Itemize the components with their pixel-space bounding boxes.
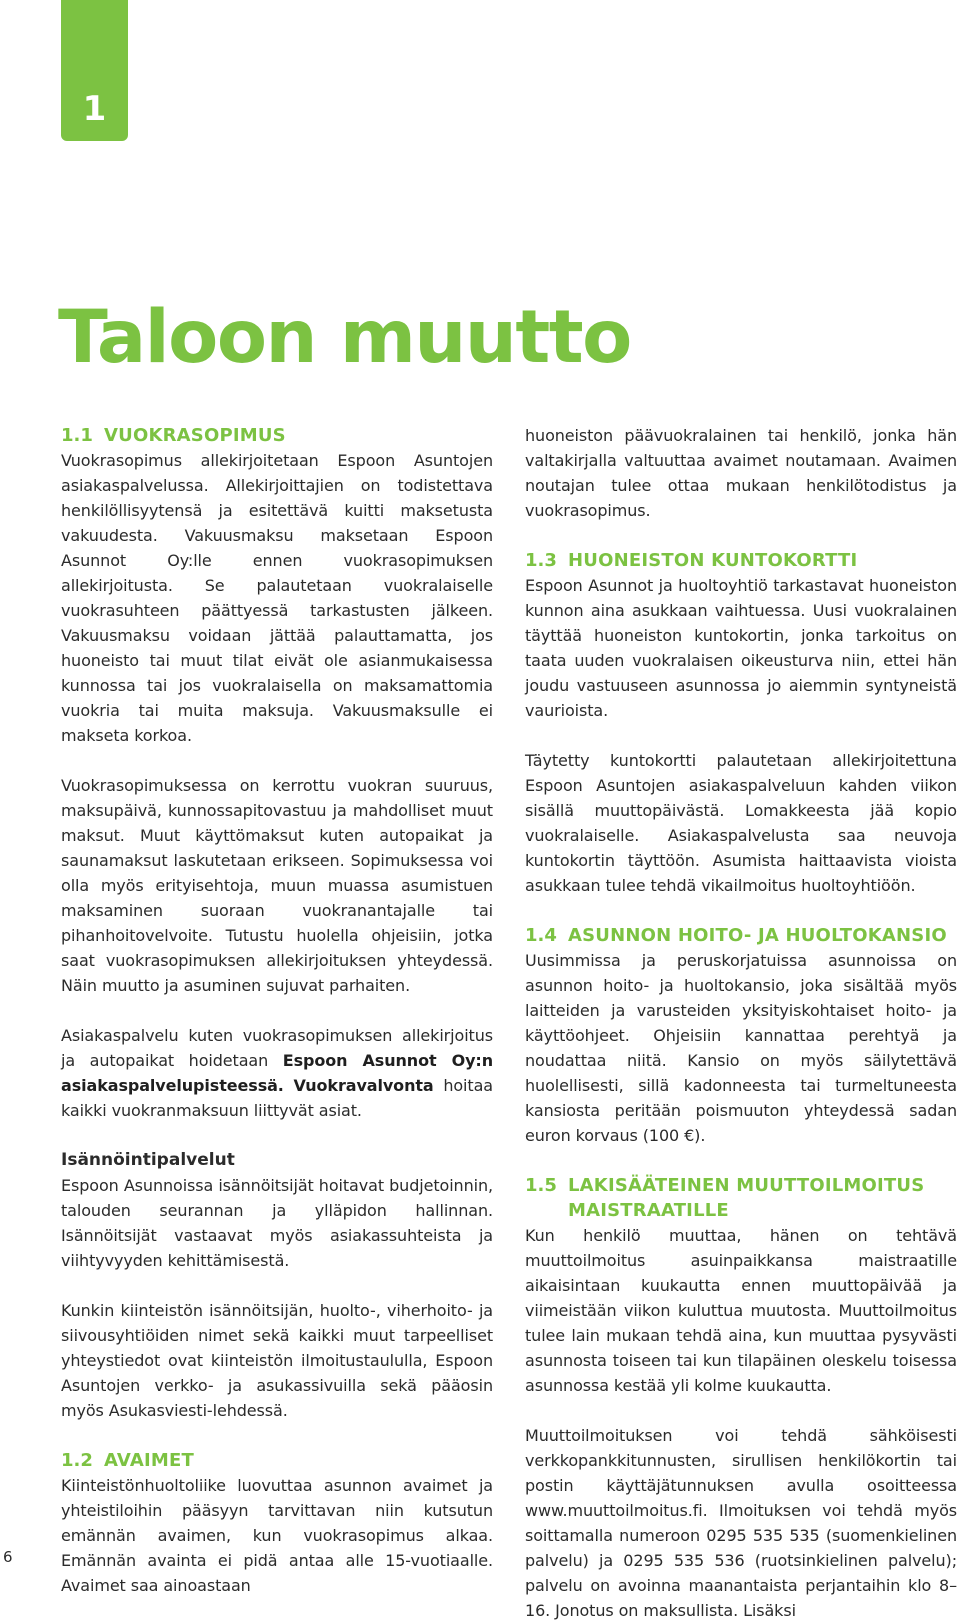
section-number: 1.5 [525, 1175, 557, 1196]
section-title: VUOKRASOPIMUS [104, 425, 286, 446]
paragraph: huoneiston päävuokralainen tai henkilö, jonka hän valtakirjalla valtuuttaa avaimet noutamaan. Avaimen noutajan tulee ottaa mukaan henkilötodistus ja vuokrasopimus. [525, 426, 957, 520]
section-heading-1-3 [525, 548, 957, 573]
text-run [284, 1076, 294, 1095]
paragraph: Kunkin kiinteistön isännöitsijän, huolto-, viherhoito- ja siivousyhtiöiden nimet sekä kaikki muut tarpeelliset yhteystiedot ovat kiinteistön ilmoitustaululla, Espoon Asuntojen verkko- ja asukassivuilla sekä pääosin myös Asukasviesti-lehdessä. [61, 1301, 493, 1420]
section-title: ASUNNON HOITO- JA HUOLTOKANSIO [568, 925, 947, 946]
paragraph: Kun henkilö muuttaa, hänen on tehtävä muuttoilmoitus asuinpaikkansa maistraatille aikaisintaan kuukautta ennen muuttopäivää ja viimeistään viikon kuluttua muutosta. Muuttoilmoitus tulee lain mukaan tehdä aina, kun muuttaa pysyvästi asunnosta toiseen tai kun tilapäinen oleskelu toisessa asunnossa kestää yli kolme kuukautta. [525, 1226, 957, 1395]
section-title: AVAIMET [104, 1450, 194, 1471]
text-run: hoitaa kaikki vuokranmaksuun liittyvät asiat. [61, 1076, 493, 1120]
section-title: LAKISÄÄTEINEN MUUTTOILMOITUS MAISTRAATILLE [568, 1175, 925, 1221]
right-column [525, 423, 957, 1623]
paragraph: Vuokrasopimuksessa on kerrottu vuokran suuruus, maksupäivä, kunnossapitovastuu ja mahdolliset muut maksut. Muut käyttömaksut kuten autopaikat ja saunamaksut laskutetaan erikseen. Sopimuksessa voi olla myös erityisehtoja, muun muassa asumistuen maksaminen suoraan vuokranantajalle tai pihanhoitovelvoite. Tutustu huolella ohjeisiin, jotka saat vuokrasopimuksen allekirjoituksen yhteydessä. Näin muutto ja asuminen sujuvat parhaiten. [61, 776, 493, 995]
chapter-tab [61, 0, 128, 141]
paragraph-customer-service [61, 1023, 493, 1123]
section-title: HUONEISTON KUNTOKORTTI [568, 550, 858, 571]
page-number: 6 [3, 1548, 13, 1566]
section-heading-1-1 [61, 423, 493, 448]
section-number: 1.1 [61, 425, 93, 446]
section-number: 1.4 [525, 925, 557, 946]
section-number: 1.2 [61, 1450, 93, 1471]
paragraph: Vuokrasopimus allekirjoitetaan Espoon Asuntojen asiakaspalvelussa. Allekirjoittajien on todistettava henkilöllisyytensä ja esitettävä kuitti maksetusta vakuudesta. Vakuusmaksu maksetaan Espoon Asunnot Oy:lle ennen vuokrasopimuksen allekirjoitusta. Se palautetaan vuokralaiselle vuokrasuhteen päättyessä tarkastusten jälkeen. Vakuusmaksu voidaan jättää palauttamatta, jos huoneisto tai muut tilat eivät ole asianmukaisessa kunnossa tai jos vuokralaisella on maksamattomia vuokria tai muita maksuja. Vakuusmaksulle ei makseta korkoa. [61, 451, 493, 745]
paragraph: Kiinteistönhuoltoliike luovuttaa asunnon avaimet ja yhteistiloihin pääsyyn tarvittavan niin kutsutun emännän avaimen, kun vuokrasopimus alkaa. Emännän avainta ei pidä antaa alle 15-vuotiaalle. Avaimet saa ainoastaan [61, 1476, 493, 1595]
page-title: Taloon muutto [58, 295, 631, 380]
subheading-isannointipalvelut: Isännöintipalvelut [61, 1150, 235, 1170]
paragraph: Uusimmissa ja peruskorjatuissa asunnoissa on asunnon hoito- ja huoltokansio, joka sisältää myös laitteiden ja varusteiden yksityiskohtaiset hoito- ja käyttöohjeet. Ohjeisiin kannattaa perehtyä ja noudattaa niitä. Kansio on myös säilytettävä huolellisesti, sillä kadonneesta tai turmeltuneesta kansiosta peritään poismuuton yhteydessä sadan euron korvaus (100 €). [525, 951, 957, 1145]
section-heading-1-2 [61, 1448, 493, 1473]
section-number: 1.3 [525, 550, 557, 571]
paragraph: Täytetty kuntokortti palautetaan allekirjoitettuna Espoon Asuntojen asiakaspalveluun kahden viikon sisällä muuttopäivästä. Lomakkeesta jää kopio vuokralaiselle. Asiakaspalvelusta saa neuvoja kuntokortin täyttöön. Asumista haittaavista vioista asukkaan tulee tehdä vikailmoitus huoltoyhtiöön. [525, 751, 957, 895]
left-column [61, 423, 493, 1598]
chapter-number: 1 [82, 89, 107, 129]
section-heading-1-4 [525, 923, 957, 948]
text-run: Asiakaspalvelu kuten vuokrasopimuksen allekirjoitus ja autopaikat hoidetaan [61, 1026, 493, 1070]
paragraph: Muuttoilmoituksen voi tehdä sähköisesti verkkopankkitunnusten, sirullisen henkilökortin tai postin käyttäjätunnuksen avulla osoitteessa www.muuttoilmoitus.fi. Ilmoituksen voi tehdä myös soittamalla numeroon 0295 535 535 (suomenkielinen palvelu) ja 0295 535 536 (ruotsinkielinen palvelu); palvelu on avoinna maanantaista perjantaihin klo 8–16. Jonotus on maksullista. Lisäksi [525, 1426, 957, 1620]
paragraph: Espoon Asunnot ja huoltoyhtiö tarkastavat huoneiston kunnon aina asukkaan vaihtuessa. Uusi vuokralainen täyttää huoneiston kuntokortin, jonka tarkoitus on taata uuden vuokralaisen oikeusturva niin, ettei hän joudu vastuuseen asunnossa jo aiemmin syntyneistä vaurioista. [525, 576, 957, 720]
bold-text: Espoon Asunnot Oy:n asiakaspalvelupisteessä. [61, 1051, 494, 1095]
section-heading-1-5 [525, 1173, 957, 1223]
paragraph: Espoon Asunnoissa isännöitsijät hoitavat budjetoinnin, talouden seurannan ja ylläpidon hallinnan. Isännöitsijät vastaavat myös asiakassuhteista ja viihtyvyyden kehittämisestä. [61, 1176, 493, 1270]
bold-text: Vuokravalvonta [293, 1076, 434, 1095]
